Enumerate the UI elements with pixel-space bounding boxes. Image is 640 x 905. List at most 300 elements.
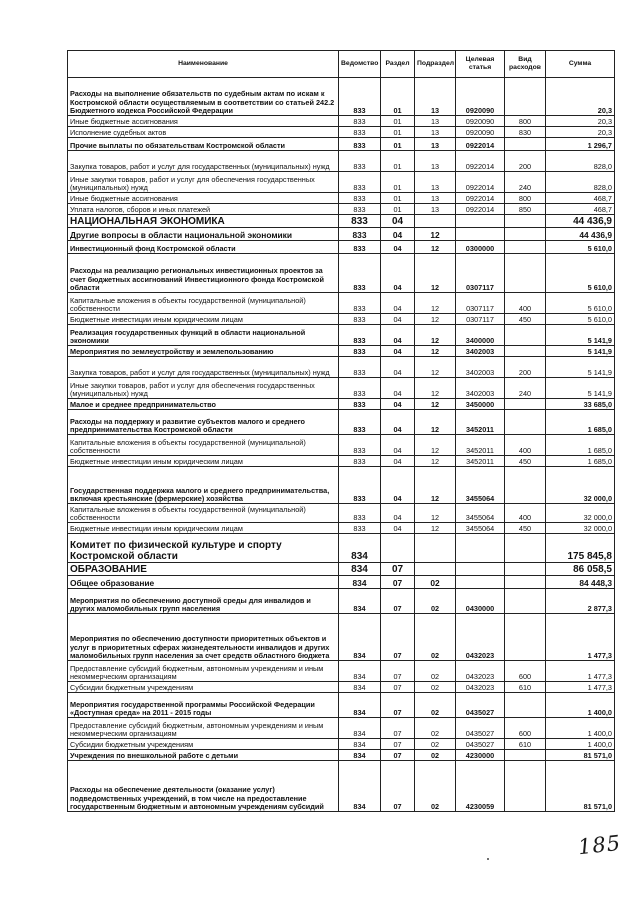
cell-target: 0300000 [456, 241, 505, 254]
cell-target: 0922014 [456, 193, 505, 204]
table-row [68, 314, 615, 325]
cell-sum: 5 610,0 [546, 314, 615, 325]
cell-subsection: 13 [415, 127, 456, 138]
cell-target: 0307117 [456, 293, 505, 314]
cell-expense: 450 [505, 523, 546, 534]
cell-section: 04 [381, 399, 415, 410]
cell-name: Мероприятия по обеспечению доступной среды для инвалидов и других маломобильных групп населения [68, 589, 339, 614]
header-name: Наименование [68, 51, 339, 78]
cell-dept: 833 [339, 254, 381, 293]
cell-target: 0922014 [456, 138, 505, 151]
cell-target [456, 215, 505, 228]
header-section: Раздел [381, 51, 415, 78]
cell-section: 01 [381, 172, 415, 193]
cell-dept: 834 [339, 534, 381, 563]
cell-dept: 833 [339, 399, 381, 410]
cell-section: 07 [381, 750, 415, 761]
cell-sum: 44 436,9 [546, 228, 615, 241]
cell-expense: 610 [505, 682, 546, 693]
cell-expense: 450 [505, 456, 546, 467]
cell-target: 0307117 [456, 314, 505, 325]
table-row [68, 614, 615, 661]
cell-expense [505, 614, 546, 661]
cell-expense [505, 467, 546, 504]
cell-name: НАЦИОНАЛЬНАЯ ЭКОНОМИКА [68, 215, 339, 228]
header-expense: Вид расходов [505, 51, 546, 78]
table-row [68, 761, 615, 812]
cell-name: Иные закупки товаров, работ и услуг для обеспечения государственных (муниципальных) нужд [68, 378, 339, 399]
cell-name: Бюджетные инвестиции иным юридическим лицам [68, 523, 339, 534]
table-row [68, 138, 615, 151]
cell-expense: 850 [505, 204, 546, 215]
cell-dept: 833 [339, 127, 381, 138]
cell-target: 0922014 [456, 172, 505, 193]
cell-expense: 200 [505, 357, 546, 378]
cell-target: 0435027 [456, 693, 505, 718]
table-row [68, 78, 615, 116]
table-row [68, 693, 615, 718]
cell-expense: 600 [505, 718, 546, 739]
table-row [68, 523, 615, 534]
cell-expense [505, 750, 546, 761]
cell-subsection: 12 [415, 504, 456, 523]
cell-section: 07 [381, 614, 415, 661]
cell-target: 3455064 [456, 504, 505, 523]
header-row [68, 51, 615, 78]
cell-target [456, 228, 505, 241]
cell-dept: 833 [339, 435, 381, 456]
cell-dept: 833 [339, 116, 381, 127]
page-number: 185 [576, 830, 623, 860]
cell-expense [505, 346, 546, 357]
cell-name: Прочие выплаты по обязательствам Костромской области [68, 138, 339, 151]
table-row [68, 750, 615, 761]
cell-subsection: 12 [415, 254, 456, 293]
cell-target: 0435027 [456, 718, 505, 739]
cell-target: 0922014 [456, 204, 505, 215]
cell-expense: 610 [505, 739, 546, 750]
table-row [68, 534, 615, 563]
cell-subsection [415, 534, 456, 563]
cell-name: Мероприятия по землеустройству и землепользованию [68, 346, 339, 357]
cell-section: 04 [381, 504, 415, 523]
cell-section: 04 [381, 254, 415, 293]
cell-dept: 833 [339, 172, 381, 193]
cell-sum: 32 000,0 [546, 523, 615, 534]
cell-name: Расходы на выполнение обязательств по судебным актам по искам к Костромской области осуществляемым в соответствии со статьей 242.2 Бюджетного кодекса Российской Федерации [68, 78, 339, 116]
cell-sum: 5 141,9 [546, 357, 615, 378]
table-row [68, 193, 615, 204]
cell-dept: 833 [339, 346, 381, 357]
cell-dept: 833 [339, 467, 381, 504]
cell-sum: 5 141,9 [546, 325, 615, 346]
cell-target: 0307117 [456, 254, 505, 293]
cell-section: 01 [381, 127, 415, 138]
cell-target: 3402003 [456, 378, 505, 399]
cell-sum: 1 400,0 [546, 739, 615, 750]
cell-expense: 450 [505, 314, 546, 325]
cell-dept: 833 [339, 293, 381, 314]
cell-name: Субсидии бюджетным учреждениям [68, 739, 339, 750]
cell-name: Мероприятия по обеспечению доступности приоритетных объектов и услуг в приоритетных сферах жизнедеятельности инвалидов и других маломобильных групп населения за счет средств областного бюджета [68, 614, 339, 661]
cell-dept: 834 [339, 761, 381, 812]
table-row [68, 127, 615, 138]
cell-sum: 84 448,3 [546, 576, 615, 589]
cell-subsection: 12 [415, 523, 456, 534]
cell-sum: 86 058,5 [546, 563, 615, 576]
cell-section: 04 [381, 410, 415, 435]
cell-section: 04 [381, 346, 415, 357]
cell-target: 0435027 [456, 739, 505, 750]
cell-name: Капитальные вложения в объекты государственной (муниципальной) собственности [68, 435, 339, 456]
table-row [68, 682, 615, 693]
cell-target: 3455064 [456, 523, 505, 534]
cell-target: 3452011 [456, 456, 505, 467]
cell-section: 07 [381, 718, 415, 739]
cell-subsection: 02 [415, 576, 456, 589]
cell-subsection: 12 [415, 346, 456, 357]
cell-target: 4230000 [456, 750, 505, 761]
cell-sum: 20,3 [546, 127, 615, 138]
cell-sum: 5 610,0 [546, 241, 615, 254]
cell-section: 07 [381, 739, 415, 750]
cell-section: 04 [381, 435, 415, 456]
table-row [68, 661, 615, 682]
cell-expense: 800 [505, 116, 546, 127]
cell-dept: 833 [339, 504, 381, 523]
cell-name: Реализация государственных функций в области национальной экономики [68, 325, 339, 346]
cell-subsection: 02 [415, 682, 456, 693]
cell-subsection: 13 [415, 116, 456, 127]
cell-section: 04 [381, 228, 415, 241]
cell-section: 04 [381, 293, 415, 314]
table-row [68, 576, 615, 589]
cell-dept: 833 [339, 410, 381, 435]
cell-name: Иные бюджетные ассигнования [68, 193, 339, 204]
cell-section: 07 [381, 682, 415, 693]
cell-target: 3402003 [456, 357, 505, 378]
cell-subsection: 12 [415, 456, 456, 467]
cell-name: Расходы на обеспечение деятельности (оказание услуг) подведомственных учреждений, в том числе на предоставление государственным бюджетным и автономным учреждениям субсидий [68, 761, 339, 812]
cell-expense [505, 761, 546, 812]
cell-sum: 2 877,3 [546, 589, 615, 614]
header-target: Целевая статья [456, 51, 505, 78]
cell-expense: 400 [505, 504, 546, 523]
cell-expense [505, 693, 546, 718]
cell-sum: 1 685,0 [546, 456, 615, 467]
table-row [68, 215, 615, 228]
cell-subsection [415, 563, 456, 576]
cell-section: 04 [381, 357, 415, 378]
cell-section: 01 [381, 116, 415, 127]
cell-sum: 33 685,0 [546, 399, 615, 410]
cell-sum: 5 610,0 [546, 254, 615, 293]
cell-dept: 833 [339, 314, 381, 325]
cell-expense: 400 [505, 435, 546, 456]
cell-section: 01 [381, 204, 415, 215]
cell-dept: 834 [339, 682, 381, 693]
cell-name: Предоставление субсидий бюджетным, автономным учреждениям и иным некоммерческим организациям [68, 718, 339, 739]
cell-dept: 833 [339, 325, 381, 346]
cell-name: Другие вопросы в области национальной экономики [68, 228, 339, 241]
cell-name: Закупка товаров, работ и услуг для государственных (муниципальных) нужд [68, 151, 339, 172]
table-body [68, 78, 615, 812]
cell-expense [505, 254, 546, 293]
cell-expense [505, 78, 546, 116]
cell-target [456, 563, 505, 576]
cell-dept: 833 [339, 78, 381, 116]
cell-expense [505, 241, 546, 254]
cell-sum: 5 141,9 [546, 378, 615, 399]
cell-subsection: 12 [415, 399, 456, 410]
cell-target: 0432023 [456, 682, 505, 693]
cell-section: 04 [381, 241, 415, 254]
cell-section: 04 [381, 314, 415, 325]
cell-sum: 81 571,0 [546, 761, 615, 812]
cell-expense: 240 [505, 172, 546, 193]
cell-dept: 834 [339, 739, 381, 750]
cell-sum: 828,0 [546, 172, 615, 193]
cell-name: Исполнение судебных актов [68, 127, 339, 138]
cell-subsection: 02 [415, 761, 456, 812]
cell-subsection: 02 [415, 614, 456, 661]
cell-dept: 833 [339, 151, 381, 172]
cell-expense [505, 228, 546, 241]
cell-dept: 834 [339, 614, 381, 661]
cell-name: Предоставление субсидий бюджетным, автономным учреждениям и иным некоммерческим организациям [68, 661, 339, 682]
header-dept: Ведомство [339, 51, 381, 78]
cell-dept: 834 [339, 750, 381, 761]
cell-sum: 468,7 [546, 193, 615, 204]
cell-name: Капитальные вложения в объекты государственной (муниципальной) собственности [68, 293, 339, 314]
cell-sum: 1 477,3 [546, 661, 615, 682]
cell-subsection: 02 [415, 750, 456, 761]
cell-sum: 1 477,3 [546, 614, 615, 661]
cell-subsection: 13 [415, 193, 456, 204]
table-row [68, 346, 615, 357]
header-sum: Сумма [546, 51, 615, 78]
cell-dept: 833 [339, 228, 381, 241]
cell-sum: 5 610,0 [546, 293, 615, 314]
cell-section: 04 [381, 378, 415, 399]
table-row [68, 739, 615, 750]
cell-expense: 400 [505, 293, 546, 314]
cell-section: 07 [381, 661, 415, 682]
cell-dept: 833 [339, 357, 381, 378]
cell-name: Бюджетные инвестиции иным юридическим лицам [68, 456, 339, 467]
cell-expense [505, 410, 546, 435]
table-row [68, 504, 615, 523]
cell-sum: 44 436,9 [546, 215, 615, 228]
table-row [68, 435, 615, 456]
cell-name: Мероприятия государственной программы Российской Федерации «Доступная среда» на 2011 - 2015 годы [68, 693, 339, 718]
cell-dept: 834 [339, 661, 381, 682]
cell-target: 0920090 [456, 116, 505, 127]
cell-subsection: 02 [415, 661, 456, 682]
cell-expense [505, 325, 546, 346]
cell-sum: 81 571,0 [546, 750, 615, 761]
table-row [68, 467, 615, 504]
cell-target: 3450000 [456, 399, 505, 410]
cell-target: 0432023 [456, 661, 505, 682]
cell-name: Субсидии бюджетным учреждениям [68, 682, 339, 693]
budget-table [67, 50, 615, 812]
cell-subsection: 12 [415, 378, 456, 399]
cell-subsection: 13 [415, 172, 456, 193]
cell-name: Общее образование [68, 576, 339, 589]
cell-section: 04 [381, 467, 415, 504]
cell-sum: 828,0 [546, 151, 615, 172]
cell-target [456, 534, 505, 563]
cell-sum: 1 685,0 [546, 410, 615, 435]
cell-target: 4230059 [456, 761, 505, 812]
cell-expense [505, 138, 546, 151]
cell-subsection: 12 [415, 357, 456, 378]
cell-section: 01 [381, 151, 415, 172]
cell-subsection: 13 [415, 151, 456, 172]
table-row [68, 357, 615, 378]
cell-section: 04 [381, 215, 415, 228]
cell-target: 3402003 [456, 346, 505, 357]
cell-sum: 1 400,0 [546, 718, 615, 739]
cell-subsection: 12 [415, 228, 456, 241]
table-row [68, 151, 615, 172]
cell-name: Расходы на поддержку и развитие субъектов малого и среднего предпринимательства Костромской области [68, 410, 339, 435]
cell-target: 3400000 [456, 325, 505, 346]
cell-section: 07 [381, 576, 415, 589]
table-row [68, 172, 615, 193]
cell-name: Закупка товаров, работ и услуг для государственных (муниципальных) нужд [68, 357, 339, 378]
cell-subsection: 02 [415, 589, 456, 614]
cell-target: 3452011 [456, 410, 505, 435]
cell-section: 04 [381, 325, 415, 346]
table-row [68, 241, 615, 254]
cell-sum: 1 477,3 [546, 682, 615, 693]
table-row [68, 293, 615, 314]
cell-target [456, 576, 505, 589]
cell-expense [505, 534, 546, 563]
cell-name: Государственная поддержка малого и среднего предпринимательства, включая крестьянские (фермерские) хозяйства [68, 467, 339, 504]
cell-expense: 830 [505, 127, 546, 138]
cell-name: Иные бюджетные ассигнования [68, 116, 339, 127]
cell-subsection: 12 [415, 435, 456, 456]
cell-dept: 834 [339, 589, 381, 614]
cell-name: Инвестиционный фонд Костромской области [68, 241, 339, 254]
cell-subsection: 12 [415, 410, 456, 435]
table-row [68, 589, 615, 614]
cell-dept: 833 [339, 523, 381, 534]
cell-target: 3455064 [456, 467, 505, 504]
cell-name: Малое и среднее предпринимательство [68, 399, 339, 410]
cell-sum: 1 296,7 [546, 138, 615, 151]
cell-expense: 240 [505, 378, 546, 399]
cell-subsection: 02 [415, 739, 456, 750]
cell-subsection: 12 [415, 241, 456, 254]
cell-subsection: 12 [415, 467, 456, 504]
table-row [68, 116, 615, 127]
cell-expense [505, 215, 546, 228]
cell-target: 3452011 [456, 435, 505, 456]
cell-section: 07 [381, 761, 415, 812]
cell-section: 01 [381, 78, 415, 116]
cell-expense [505, 576, 546, 589]
cell-dept: 834 [339, 693, 381, 718]
cell-name: Комитет по физической культуре и спорту Костромской области [68, 534, 339, 563]
scan-dot [487, 858, 489, 860]
cell-dept: 833 [339, 241, 381, 254]
cell-subsection: 12 [415, 314, 456, 325]
cell-sum: 32 000,0 [546, 467, 615, 504]
cell-dept: 833 [339, 456, 381, 467]
cell-dept: 833 [339, 378, 381, 399]
cell-subsection: 12 [415, 325, 456, 346]
cell-name: Учреждения по внешкольной работе с детьми [68, 750, 339, 761]
cell-expense [505, 563, 546, 576]
cell-section: 04 [381, 523, 415, 534]
cell-sum: 1 400,0 [546, 693, 615, 718]
cell-section: 04 [381, 456, 415, 467]
cell-name: Бюджетные инвестиции иным юридическим лицам [68, 314, 339, 325]
cell-section: 07 [381, 563, 415, 576]
cell-sum: 20,3 [546, 116, 615, 127]
cell-section: 07 [381, 589, 415, 614]
cell-sum: 20,3 [546, 78, 615, 116]
cell-name: Уплата налогов, сборов и иных платежей [68, 204, 339, 215]
cell-target: 0922014 [456, 151, 505, 172]
cell-expense: 600 [505, 661, 546, 682]
table-row [68, 228, 615, 241]
cell-name: Капитальные вложения в объекты государственной (муниципальной) собственности [68, 504, 339, 523]
cell-section [381, 534, 415, 563]
cell-expense [505, 399, 546, 410]
table-row [68, 410, 615, 435]
cell-sum: 32 000,0 [546, 504, 615, 523]
cell-sum: 175 845,8 [546, 534, 615, 563]
cell-expense: 200 [505, 151, 546, 172]
table-row [68, 563, 615, 576]
cell-dept: 834 [339, 563, 381, 576]
cell-subsection: 13 [415, 204, 456, 215]
cell-expense [505, 589, 546, 614]
cell-subsection: 13 [415, 138, 456, 151]
cell-section: 01 [381, 193, 415, 204]
table-row [68, 325, 615, 346]
cell-section: 01 [381, 138, 415, 151]
cell-sum: 1 685,0 [546, 435, 615, 456]
table-row [68, 204, 615, 215]
table-row [68, 399, 615, 410]
cell-dept: 834 [339, 718, 381, 739]
table-row [68, 718, 615, 739]
cell-section: 07 [381, 693, 415, 718]
cell-name: Иные закупки товаров, работ и услуг для обеспечения государственных (муниципальных) нужд [68, 172, 339, 193]
cell-subsection: 02 [415, 718, 456, 739]
table-row [68, 378, 615, 399]
cell-sum: 5 141,9 [546, 346, 615, 357]
table-row [68, 254, 615, 293]
cell-subsection: 12 [415, 293, 456, 314]
cell-target: 0432023 [456, 614, 505, 661]
cell-expense: 800 [505, 193, 546, 204]
header-subsection: Подраздел [415, 51, 456, 78]
cell-target: 0430000 [456, 589, 505, 614]
cell-dept: 833 [339, 204, 381, 215]
cell-target: 0920090 [456, 127, 505, 138]
cell-subsection: 02 [415, 693, 456, 718]
cell-name: ОБРАЗОВАНИЕ [68, 563, 339, 576]
cell-target: 0920090 [456, 78, 505, 116]
cell-sum: 468,7 [546, 204, 615, 215]
